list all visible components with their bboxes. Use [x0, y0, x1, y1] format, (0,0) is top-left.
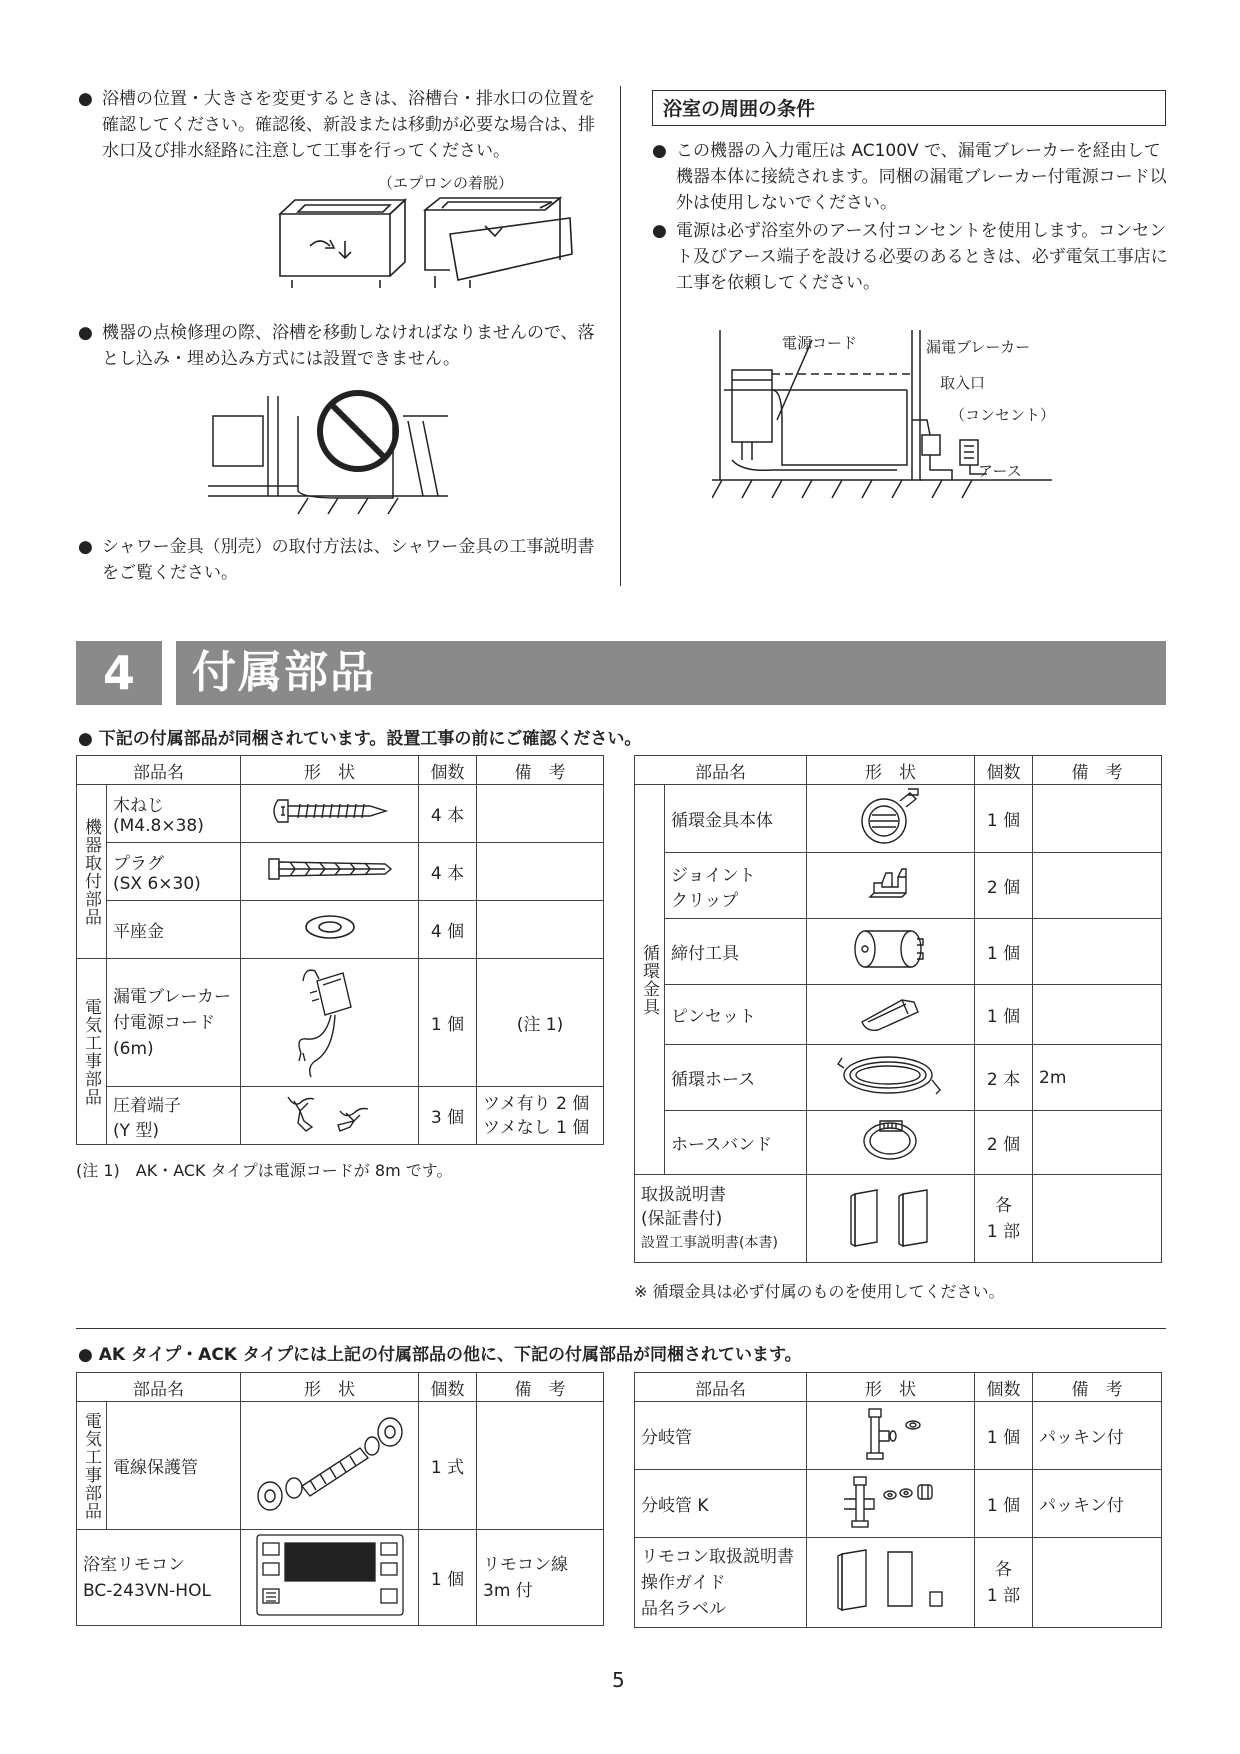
qty-hose-band: 2 個 — [975, 1111, 1033, 1175]
note-circulation-body — [1033, 785, 1162, 853]
label-inlet: 取入口 — [940, 374, 986, 392]
column-divider — [620, 86, 621, 586]
qty-branch-pipe-k: 1 個 — [975, 1470, 1033, 1538]
qty-crimp-terminal: 3 個 — [419, 1087, 477, 1145]
apron-illustration — [270, 196, 610, 304]
flat-washer-icon — [241, 901, 419, 959]
note-conduit — [477, 1402, 604, 1530]
note-manuals — [1033, 1175, 1162, 1263]
qty-plug: 4 本 — [419, 843, 477, 901]
qty-washer: 4 個 — [419, 901, 477, 959]
group-electrical-parts: 電気工事部品 — [77, 959, 107, 1145]
label-power-cord: 電源コード — [782, 334, 858, 352]
note-remote: リモコン線 3m 付 — [477, 1530, 604, 1626]
header-name: 部品名 — [635, 756, 807, 785]
note-circulation-hose: 2m — [1033, 1045, 1162, 1111]
page-number: 5 — [612, 1668, 625, 1692]
qty-remote-manuals: 各 1 部 — [975, 1538, 1033, 1628]
note-branch-pipe: パッキン付 — [1033, 1402, 1162, 1470]
label-leakage-breaker: 漏電ブレーカー — [926, 338, 1031, 356]
section-separator — [76, 1328, 1166, 1329]
item-remote: 浴室リモコン BC-243VN-HOL — [77, 1530, 241, 1626]
item-circulation-body: 循環金具本体 — [665, 785, 807, 853]
qty-circulation-body: 1 個 — [975, 785, 1033, 853]
manuals-icon — [807, 1175, 975, 1263]
parts-table-3 — [76, 1372, 604, 1626]
parts-table-4 — [634, 1372, 1162, 1628]
parts-table-2 — [634, 755, 1162, 1263]
sunken-install-prohibited-illustration — [208, 386, 448, 516]
bullet-voltage: ● この機器の入力電圧は AC100V で、漏電ブレーカーを経由して機器本体に接続されます。同梱の漏電ブレーカー付電源コード以外は使用しないでください。 — [652, 141, 1167, 213]
qty-joint-clip: 2 個 — [975, 853, 1033, 919]
table1-footnote: (注 1) AK・ACK タイプは電源コードが 8m です。 — [76, 1161, 453, 1180]
header-note: 備 考 — [477, 1373, 604, 1402]
item-wood-screw: 木ねじ (M4.8×38) — [107, 785, 241, 843]
item-tweezers: ピンセット — [665, 985, 807, 1045]
label-outlet: （コンセント） — [950, 406, 1056, 424]
tweezers-icon — [807, 985, 975, 1045]
note-branch-pipe-k: パッキン付 — [1033, 1470, 1162, 1538]
heading-bathroom-conditions: 浴室の周囲の条件 — [652, 90, 1166, 126]
wire-conduit-icon — [241, 1402, 419, 1530]
item-tightening-tool: 締付工具 — [665, 919, 807, 985]
bathroom-remote-icon — [241, 1530, 419, 1626]
header-qty: 個数 — [419, 1373, 477, 1402]
remote-manuals-icon — [807, 1538, 975, 1628]
note-power-cord: (注 1) — [477, 959, 604, 1087]
note-tightening-tool — [1033, 919, 1162, 985]
note-washer — [477, 901, 604, 959]
header-qty: 個数 — [975, 756, 1033, 785]
breaker-power-cord-icon — [241, 959, 419, 1087]
bullet-bathtub-position: ● 浴槽の位置・大きさを変更するときは、浴槽台・排水口の位置を確認してください。確認後、新設または移動が必要な場合は、排水口及び排水経路に注意して工事を行ってください。 — [78, 89, 595, 161]
item-plug: プラグ (SX 6×30) — [107, 843, 241, 901]
header-note: 備 考 — [1033, 1373, 1162, 1402]
item-branch-pipe: 分岐管 — [635, 1402, 807, 1470]
qty-wood-screw: 4 本 — [419, 785, 477, 843]
header-note: 備 考 — [477, 756, 604, 785]
item-crimp-terminal: 圧着端子 (Y 型) — [107, 1087, 241, 1145]
note-hose-band — [1033, 1111, 1162, 1175]
tightening-tool-icon — [807, 919, 975, 985]
section-number: 4 — [76, 641, 162, 705]
item-conduit: 電線保護管 — [107, 1402, 241, 1530]
ak-type-intro: ● AK タイプ・ACK タイプには上記の付属部品の他に、下記の付属部品が同梱されています。 — [78, 1345, 802, 1365]
header-shape: 形 状 — [241, 1373, 419, 1402]
bullet-shower: ● シャワー金具（別売）の取付方法は、シャワー金具の工事説明書をご覧ください。 — [78, 537, 595, 583]
table2-footnote: ※ 循環金具は必ず付属のものを使用してください。 — [634, 1282, 1005, 1301]
item-washer: 平座金 — [107, 901, 241, 959]
qty-circulation-hose: 2 本 — [975, 1045, 1033, 1111]
header-shape: 形 状 — [241, 756, 419, 785]
branch-pipe-k-icon — [807, 1470, 975, 1538]
branch-pipe-icon — [807, 1402, 975, 1470]
note-plug — [477, 843, 604, 901]
qty-power-cord: 1 個 — [419, 959, 477, 1087]
qty-branch-pipe: 1 個 — [975, 1402, 1033, 1470]
circulation-fitting-icon — [807, 785, 975, 853]
note-tweezers — [1033, 985, 1162, 1045]
item-circulation-hose: 循環ホース — [665, 1045, 807, 1111]
item-power-cord: 漏電ブレーカー 付電源コード (6m) — [107, 959, 241, 1087]
header-shape: 形 状 — [807, 756, 975, 785]
qty-remote: 1 個 — [419, 1530, 477, 1626]
group-circulation-fittings: 循環金具 — [635, 785, 665, 1175]
label-earth: アース — [978, 462, 1022, 480]
header-shape: 形 状 — [807, 1373, 975, 1402]
group-electrical-parts-2: 電気工事部品 — [77, 1402, 107, 1530]
note-joint-clip — [1033, 853, 1162, 919]
bullet-outlet: ● 電源は必ず浴室外のアース付コンセントを使用します。コンセント及びアース端子を設ける必要のあるときは、必ず電気工事店に工事を依頼してください。 — [652, 221, 1168, 293]
wood-screw-icon — [241, 785, 419, 843]
hose-band-icon — [807, 1111, 975, 1175]
header-qty: 個数 — [975, 1373, 1033, 1402]
group-mount-parts: 機器取付部品 — [77, 785, 107, 959]
header-name: 部品名 — [77, 1373, 241, 1402]
note-wood-screw — [477, 785, 604, 843]
circulation-hose-icon — [807, 1045, 975, 1111]
qty-conduit: 1 式 — [419, 1402, 477, 1530]
item-remote-manuals: リモコン取扱説明書 操作ガイド 品名ラベル — [635, 1538, 807, 1628]
note-remote-manuals — [1033, 1538, 1162, 1628]
apron-label: （エプロンの着脱） — [378, 174, 514, 192]
header-qty: 個数 — [419, 756, 477, 785]
note-crimp-terminal: ツメ有り 2 個 ツメなし 1 個 — [477, 1087, 604, 1145]
item-manuals-sub: 設置工事説明書(本書) — [641, 1234, 778, 1251]
bullet-maintenance: ● 機器の点検修理の際、浴槽を移動しなければなりませんので、落とし込み・埋め込み方式には設置できません。 — [78, 323, 595, 369]
qty-tightening-tool: 1 個 — [975, 919, 1033, 985]
item-manuals — [635, 1175, 807, 1263]
qty-manuals: 各 1 部 — [975, 1175, 1033, 1263]
item-manuals-name: 取扱説明書 (保証書付) — [641, 1184, 726, 1229]
parts-table-1 — [76, 755, 604, 1145]
header-name: 部品名 — [77, 756, 241, 785]
item-hose-band: ホースバンド — [665, 1111, 807, 1175]
section-title: 付属部品 — [192, 647, 376, 698]
plug-anchor-icon — [241, 843, 419, 901]
crimp-terminal-icon — [241, 1087, 419, 1145]
section-intro: ● 下記の付属部品が同梱されています。設置工事の前にご確認ください。 — [78, 729, 642, 749]
header-name: 部品名 — [635, 1373, 807, 1402]
qty-tweezers: 1 個 — [975, 985, 1033, 1045]
joint-clip-icon — [807, 853, 975, 919]
item-branch-pipe-k: 分岐管 K — [635, 1470, 807, 1538]
item-joint-clip: ジョイント クリップ — [665, 853, 807, 919]
header-note: 備 考 — [1033, 756, 1162, 785]
